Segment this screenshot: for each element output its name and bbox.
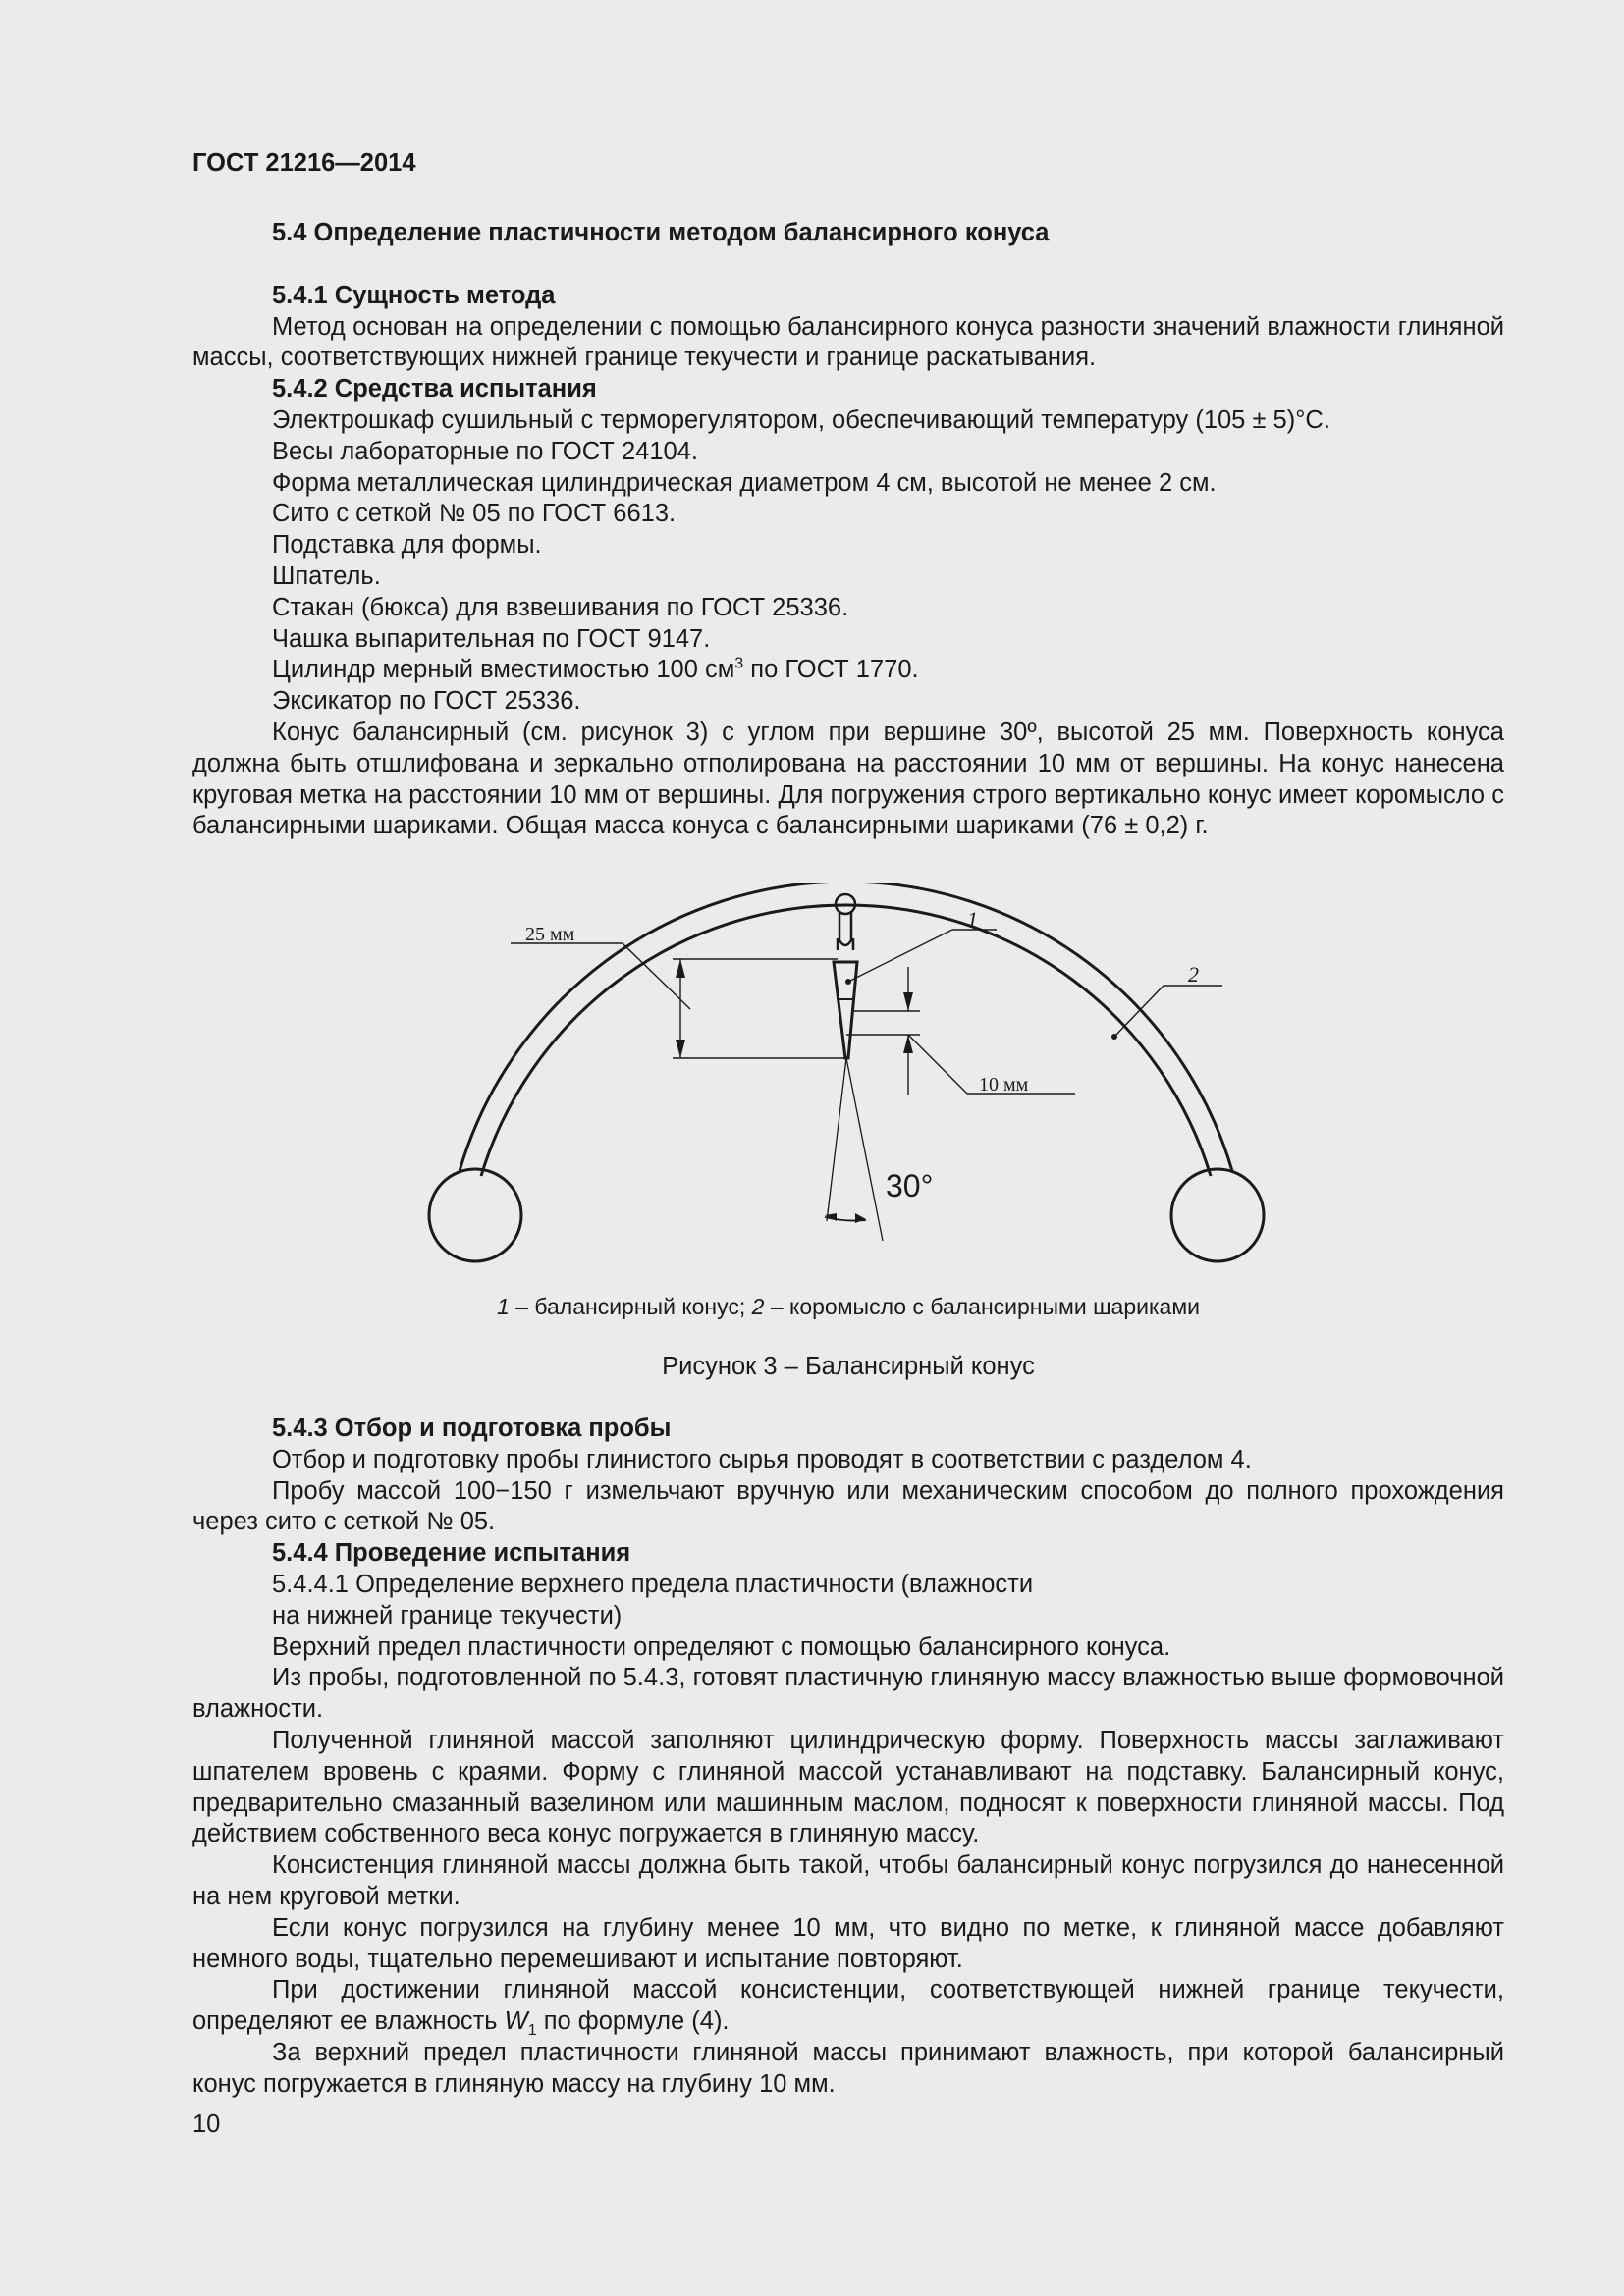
paragraph: Консистенция глиняной массы должна быть такой, чтобы балансирный конус погрузился до нанесенной на нем круговой метки. — [192, 1851, 1504, 1910]
label-2: 2 — [1188, 962, 1199, 987]
left-ball — [429, 1169, 521, 1261]
equipment-item: Весы лабораторные по ГОСТ 24104. — [272, 437, 698, 465]
label-10mm: 10 мм — [979, 1074, 1029, 1095]
paragraph: Отбор и подготовку пробы глинистого сырья проводят в соответствии с разделом 4. — [272, 1445, 1252, 1473]
equipment-item: Шпатель. — [272, 561, 381, 590]
equipment-item: Подставка для формы. — [272, 531, 542, 560]
page-number: 10 — [192, 2110, 221, 2138]
equipment-item: Сито с сеткой № 05 по ГОСТ 6613. — [272, 500, 677, 528]
leader-10 — [908, 1035, 967, 1094]
cone-body — [834, 962, 857, 1058]
paragraph: Из пробы, подготовленной по 5.4.3, готовят пластичную глиняную массу влажностью выше формовочной влажности. — [192, 1664, 1504, 1724]
figure-legend: 1 – балансирный конус; 2 – коромысло с балансирными шариками — [496, 1294, 1200, 1319]
equipment-item: Эксикатор по ГОСТ 25336. — [272, 687, 581, 716]
paragraph-cone: Конус балансирный (см. рисунок 3) с углом при вершине 30º, высотой 25 мм. Поверхность конуса должна быть отшлифована и зеркально отполирована на расстоянии 10 мм от вершины. На конус нанесена круговая метка на расстоянии 10 мм от вершины. Для погружения строго вертикально конус имеет коромысло с балансирными шариками. Общая масса конуса с балансирными шариками (76 ± 0,2) г. — [192, 718, 1504, 840]
sub-subsection-title: 5.4.4.1 Определение верхнего предела пластичности (влажности — [272, 1570, 1034, 1598]
sub-subsection-title-cont: на нижней границе текучести) — [272, 1601, 623, 1629]
figure-balance-cone — [412, 883, 1296, 1276]
paragraph: Если конус погрузился на глубину менее 10 мм, что видно по метке, к глиняной массе добавляют немного воды, тщательно перемешивают и испытание повторяют. — [192, 1913, 1504, 1973]
paragraph-method: Метод основан на определении с помощью балансирного конуса разности значений влажности глиняной массы, соответствующих нижней границе текучести и границе раскатывания. — [192, 312, 1504, 372]
equipment-item: Чашка выпарительная по ГОСТ 9147. — [272, 624, 711, 653]
section-5-4 — [192, 218, 1504, 842]
paragraph: Полученной глиняной массой заполняют цилиндрическую форму. Поверхность массы заглаживают шпателем вровень с краями. Форму с глиняной массой устанавливают на подставку. Балансирный конус, предварительно смазанный вазелином или машинным маслом, подносят к поверхности глиняной массы. Под действием собственного веса конус погружается в глиняную массу. — [192, 1726, 1504, 1848]
paragraph: За верхний предел пластичности глиняной массы принимают влажность, при которой балансирный конус погружается в глиняную массу на глубину 10 мм. — [192, 2038, 1504, 2098]
document-id: ГОСТ 21216—2014 — [192, 149, 416, 177]
equipment-item-cylinder: Цилиндр мерный вместимостью 100 $см^3$ по ГОСТ 1770. — [272, 655, 919, 684]
right-ball — [1171, 1169, 1264, 1261]
equipment-item: Стакан (бюкса) для взвешивания по ГОСТ 25336. — [272, 593, 849, 621]
subsection-5-4-1-title: 5.4.1 Сущность метода — [272, 281, 556, 309]
label-angle: 30° — [886, 1168, 934, 1203]
paragraph: Пробу массой 100−150 г измельчают вручную или механическим способом до полного прохождения через сито с сеткой № 05. — [192, 1476, 1504, 1536]
paragraph-formula: При достижении глиняной массой консистенции, соответствующей нижней границе текучести, определяют ее влажность $W_1$ по формуле (4). — [192, 1976, 1504, 2040]
label-1: 1 — [967, 907, 978, 932]
subsection-5-4-3-title: 5.4.3 Отбор и подготовка пробы — [272, 1415, 672, 1442]
equipment-item: Форма металлическая цилиндрическая диаметром 4 см, высотой не менее 2 см. — [272, 468, 1217, 497]
paragraph: Верхний предел пластичности определяют с помощью балансирного конуса. — [272, 1632, 1171, 1661]
figure-caption: Рисунок 3 – Балансирный конус — [662, 1353, 1035, 1380]
subsection-5-4-2-title: 5.4.2 Средства испытания — [272, 375, 597, 403]
yoke-outer-arc — [460, 883, 1232, 1171]
label-25mm: 25 мм — [525, 924, 575, 945]
section-title: 5.4 Определение пластичности методом балансирного конуса — [272, 219, 1050, 246]
section-5-4-3 — [192, 1414, 1504, 2101]
equipment-item: Электрошкаф сушильный с терморегулятором, обеспечивающий температуру (105 ± 5)°С. — [272, 405, 1330, 434]
subsection-5-4-4-title: 5.4.4 Проведение испытания — [272, 1539, 631, 1568]
